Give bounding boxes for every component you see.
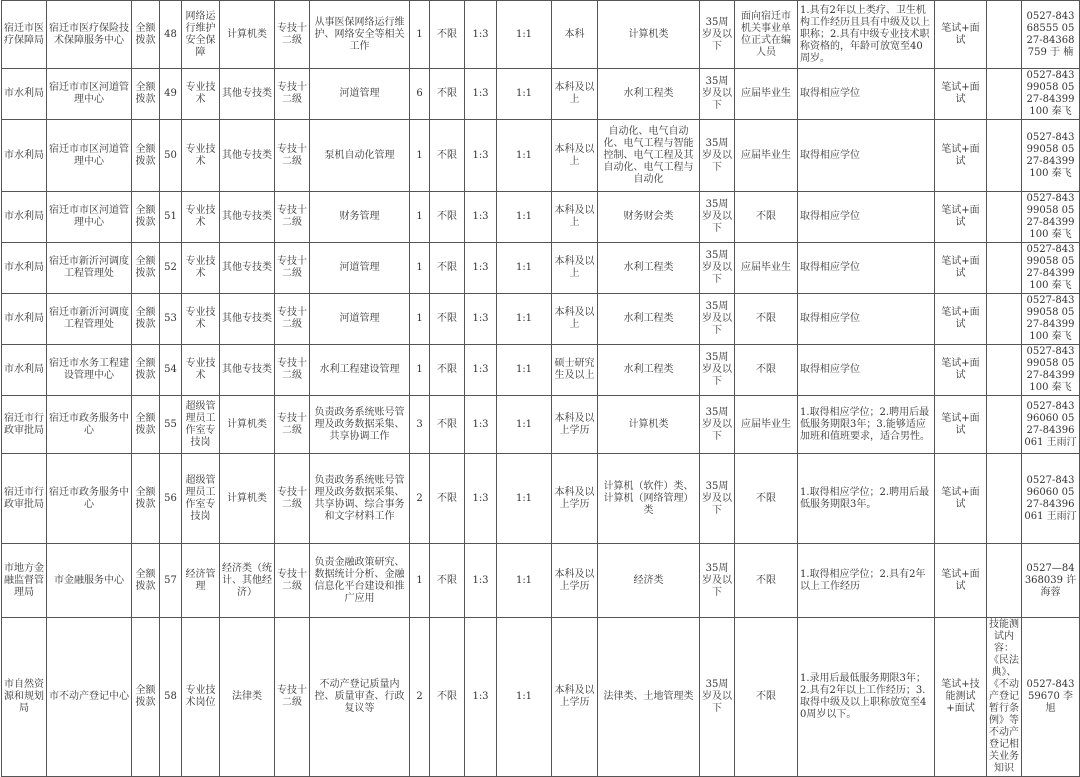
- cell-dept: 市水利局: [2, 294, 47, 345]
- cell-level: 专技十二级: [275, 345, 310, 396]
- cell-dept: 市水利局: [2, 120, 47, 192]
- cell-gender: 不限: [430, 544, 465, 618]
- cell-desc: 负责政务系统账号管理及政务数据采集、共享协调工作: [310, 396, 410, 454]
- cell-fund: 全额拨款: [132, 1, 160, 69]
- cell-fund: 全额拨款: [132, 192, 160, 243]
- cell-desc: 从事医保网络运行维护、网络安全等相关工作: [310, 1, 410, 69]
- cell-target: 面向宿迁市机关事业单位正式在编人员: [735, 1, 798, 69]
- cell-cat: 计算机类: [220, 1, 275, 69]
- cell-code: 58: [160, 618, 182, 777]
- cell-exam: 笔试+面试: [935, 69, 987, 120]
- cell-target: 不限: [735, 192, 798, 243]
- cell-gender: 不限: [430, 396, 465, 454]
- cell-level: 专技十二级: [275, 69, 310, 120]
- cell-unit: 宿迁市市区河道管理中心: [47, 192, 132, 243]
- cell-fund: 全额拨款: [132, 618, 160, 777]
- cell-code: 50: [160, 120, 182, 192]
- cell-ratio2: 1:1: [497, 69, 552, 120]
- cell-exam: 笔试+技能测试+面试: [935, 618, 987, 777]
- cell-gender: 不限: [430, 294, 465, 345]
- cell-unit: 宿迁市新沂河调度工程管理处: [47, 294, 132, 345]
- cell-target: 不限: [735, 345, 798, 396]
- cell-cat: 其他专技类: [220, 243, 275, 294]
- cell-major: 水利工程类: [598, 243, 700, 294]
- table-row: [2, 544, 1080, 618]
- cell-edu: 本科及以上学历: [552, 618, 598, 777]
- cell-contact: 0527-84399058 0527-84399100 秦飞: [1022, 120, 1080, 192]
- cell-post: 经济管理: [182, 544, 220, 618]
- cell-cond: 取得相应学位: [798, 243, 935, 294]
- cell-num: 2: [410, 454, 430, 544]
- cell-gender: 不限: [430, 243, 465, 294]
- cell-dept: 宿迁市医疗保障局: [2, 1, 47, 69]
- cell-fund: 全额拨款: [132, 345, 160, 396]
- cell-code: 55: [160, 396, 182, 454]
- cell-target: 应届毕业生: [735, 69, 798, 120]
- cell-num: 1: [410, 243, 430, 294]
- cell-contact: 0527-84399058 0527-84399100 秦飞: [1022, 69, 1080, 120]
- cell-contact: 0527-84399058 0527-84399100 秦飞: [1022, 243, 1080, 294]
- cell-num: 1: [410, 345, 430, 396]
- cell-fund: 全额拨款: [132, 120, 160, 192]
- cell-cond: 取得相应学位: [798, 345, 935, 396]
- cell-exam: 笔试+面试: [935, 1, 987, 69]
- cell-gender: 不限: [430, 454, 465, 544]
- cell-exam: 笔试+面试: [935, 294, 987, 345]
- cell-gender: 不限: [430, 618, 465, 777]
- table-row: [2, 454, 1080, 544]
- cell-code: 54: [160, 345, 182, 396]
- cell-edu: 本科及以上: [552, 294, 598, 345]
- table-row: [2, 120, 1080, 192]
- cell-contact: 0527-84399058 0527-84399100 秦飞: [1022, 192, 1080, 243]
- cell-post: 专业技术岗位: [182, 618, 220, 777]
- cell-cond: 1.取得相应学位；2.聘用后最低服务期限3年。: [798, 454, 935, 544]
- cell-gender: 不限: [430, 192, 465, 243]
- cell-num: 1: [410, 120, 430, 192]
- cell-code: 57: [160, 544, 182, 618]
- cell-contact: 0527-84399058 0527-84399100 秦飞: [1022, 345, 1080, 396]
- cell-num: 1: [410, 544, 430, 618]
- table-row: [2, 1, 1080, 69]
- cell-desc: 负责政务系统账号管理及政务数据采集、共享协调、综合事务和文字材料工作: [310, 454, 410, 544]
- cell-level: 专技十二级: [275, 120, 310, 192]
- cell-age: 35周岁及以下: [700, 192, 735, 243]
- cell-dept: 市水利局: [2, 243, 47, 294]
- cell-level: 专技十二级: [275, 454, 310, 544]
- cell-exam: 笔试+面试: [935, 396, 987, 454]
- cell-ratio1: 1:3: [465, 1, 497, 69]
- cell-major: 水利工程类: [598, 345, 700, 396]
- cell-num: 1: [410, 192, 430, 243]
- cell-level: 专技十二级: [275, 1, 310, 69]
- cell-level: 专技十二级: [275, 544, 310, 618]
- cell-fund: 全额拨款: [132, 294, 160, 345]
- cell-exam: 笔试+面试: [935, 192, 987, 243]
- cell-contact: 0527—84368039 许海蓉: [1022, 544, 1080, 618]
- cell-ratio2: 1:1: [497, 345, 552, 396]
- cell-num: 1: [410, 1, 430, 69]
- cell-note: [987, 69, 1022, 120]
- cell-level: 专技十二级: [275, 192, 310, 243]
- cell-age: 35周岁及以下: [700, 618, 735, 777]
- cell-target: 应届毕业生: [735, 396, 798, 454]
- cell-ratio2: 1:1: [497, 544, 552, 618]
- cell-post: 专业技术: [182, 120, 220, 192]
- cell-desc: 财务管理: [310, 192, 410, 243]
- cell-edu: 本科及以上学历: [552, 544, 598, 618]
- cell-cat: 计算机类: [220, 396, 275, 454]
- cell-post: 网络运行维护安全保障: [182, 1, 220, 69]
- cell-ratio1: 1:3: [465, 69, 497, 120]
- cell-unit: 宿迁市市区河道管理中心: [47, 69, 132, 120]
- cell-post: 超级管理员工作室专技岗: [182, 396, 220, 454]
- cell-edu: 本科及以上: [552, 69, 598, 120]
- cell-post: 专业技术: [182, 69, 220, 120]
- cell-level: 专技十二级: [275, 243, 310, 294]
- cell-fund: 全额拨款: [132, 69, 160, 120]
- cell-target: 不限: [735, 294, 798, 345]
- cell-post: 超级管理员工作室专技岗: [182, 454, 220, 544]
- cell-ratio2: 1:1: [497, 192, 552, 243]
- cell-fund: 全额拨款: [132, 544, 160, 618]
- table-row: [2, 618, 1080, 777]
- cell-age: 35周岁及以下: [700, 294, 735, 345]
- cell-unit: 宿迁市医疗保险技术保障服务中心: [47, 1, 132, 69]
- cell-edu: 本科及以上: [552, 120, 598, 192]
- cell-exam: 笔试+面试: [935, 120, 987, 192]
- cell-edu: 硕士研究生及以上: [552, 345, 598, 396]
- cell-unit: 宿迁市水务工程建设管理中心: [47, 345, 132, 396]
- cell-age: 35周岁及以下: [700, 243, 735, 294]
- cell-ratio1: 1:3: [465, 618, 497, 777]
- cell-dept: 宿迁市行政审批局: [2, 454, 47, 544]
- cell-cond: 1.取得相应学位；2.聘用后最低服务期限3年；3.能够适应加班和值班要求，适合男性。: [798, 396, 935, 454]
- cell-note: [987, 243, 1022, 294]
- cell-dept: 市水利局: [2, 69, 47, 120]
- cell-ratio2: 1:1: [497, 1, 552, 69]
- cell-contact: 0527-84399058 0527-84399100 秦飞: [1022, 294, 1080, 345]
- cell-note: [987, 192, 1022, 243]
- cell-gender: 不限: [430, 1, 465, 69]
- cell-desc: 河道管理: [310, 294, 410, 345]
- cell-cond: 取得相应学位: [798, 294, 935, 345]
- cell-ratio1: 1:3: [465, 396, 497, 454]
- cell-cond: 取得相应学位: [798, 192, 935, 243]
- cell-exam: 笔试+面试: [935, 454, 987, 544]
- cell-code: 51: [160, 192, 182, 243]
- cell-note: [987, 1, 1022, 69]
- cell-ratio2: 1:1: [497, 618, 552, 777]
- cell-cat: 其他专技类: [220, 69, 275, 120]
- cell-contact: 0527-84396060 0527-84396061 王雨汀: [1022, 396, 1080, 454]
- cell-desc: 泵机自动化管理: [310, 120, 410, 192]
- cell-post: 专业技术: [182, 243, 220, 294]
- cell-fund: 全额拨款: [132, 454, 160, 544]
- cell-target: 不限: [735, 544, 798, 618]
- cell-level: 专技十二级: [275, 294, 310, 345]
- table-row: [2, 192, 1080, 243]
- cell-code: 56: [160, 454, 182, 544]
- table-body: [2, 1, 1080, 777]
- cell-ratio1: 1:3: [465, 345, 497, 396]
- job-table: [1, 0, 1080, 777]
- cell-contact: 0527-84368555 0527-84368759 于 楠: [1022, 1, 1080, 69]
- cell-unit: 市金融服务中心: [47, 544, 132, 618]
- cell-desc: 水利工程建设管理: [310, 345, 410, 396]
- cell-post: 专业技术: [182, 345, 220, 396]
- cell-code: 53: [160, 294, 182, 345]
- cell-level: 专技十二级: [275, 618, 310, 777]
- cell-exam: 笔试+面试: [935, 345, 987, 396]
- cell-ratio1: 1:3: [465, 120, 497, 192]
- cell-gender: 不限: [430, 120, 465, 192]
- cell-desc: 不动产登记质量内控、质量审查、行政复议等: [310, 618, 410, 777]
- cell-major: 经济类: [598, 544, 700, 618]
- cell-code: 52: [160, 243, 182, 294]
- cell-edu: 本科: [552, 1, 598, 69]
- cell-age: 35周岁及以下: [700, 396, 735, 454]
- cell-ratio2: 1:1: [497, 396, 552, 454]
- cell-major: 水利工程类: [598, 294, 700, 345]
- cell-major: 水利工程类: [598, 69, 700, 120]
- table-row: [2, 294, 1080, 345]
- cell-cond: 取得相应学位: [798, 120, 935, 192]
- cell-age: 35周岁及以下: [700, 345, 735, 396]
- cell-cond: 1.录用后最低服务期限3年；2.具有2年以上工作经历；3.取得中级及以上职称放宽至40周岁以下。: [798, 618, 935, 777]
- cell-cat: 其他专技类: [220, 120, 275, 192]
- cell-ratio2: 1:1: [497, 120, 552, 192]
- cell-cat: 其他专技类: [220, 294, 275, 345]
- cell-major: 自动化、电气自动化、电气工程与智能控制、电气工程及其自动化、电气工程与自动化: [598, 120, 700, 192]
- cell-num: 3: [410, 396, 430, 454]
- cell-ratio2: 1:1: [497, 243, 552, 294]
- cell-gender: 不限: [430, 69, 465, 120]
- cell-level: 专技十二级: [275, 396, 310, 454]
- cell-ratio1: 1:3: [465, 294, 497, 345]
- cell-note: [987, 454, 1022, 544]
- cell-desc: 负责金融政策研究、数据统计分析、金融信息化平台建设和推广应用: [310, 544, 410, 618]
- cell-target: 不限: [735, 618, 798, 777]
- cell-ratio2: 1:1: [497, 454, 552, 544]
- cell-edu: 本科及以上学历: [552, 454, 598, 544]
- cell-dept: 市自然资源和规划局: [2, 618, 47, 777]
- cell-edu: 本科及以上学历: [552, 396, 598, 454]
- cell-note: [987, 294, 1022, 345]
- cell-post: 专业技术: [182, 294, 220, 345]
- cell-num: 2: [410, 618, 430, 777]
- cell-edu: 本科及以上: [552, 243, 598, 294]
- cell-age: 35周岁及以下: [700, 69, 735, 120]
- cell-dept: 市水利局: [2, 192, 47, 243]
- cell-ratio1: 1:3: [465, 544, 497, 618]
- cell-cond: 1.具有2年以上类疗、卫生机构工作经历且具有中级及以上职称；2.具有中级专业技术职称资格的，年龄可放宽至40周岁。: [798, 1, 935, 69]
- cell-note: [987, 396, 1022, 454]
- cell-unit: 宿迁市新沂河调度工程管理处: [47, 243, 132, 294]
- cell-age: 35周岁及以下: [700, 544, 735, 618]
- cell-age: 35周岁及以下: [700, 120, 735, 192]
- cell-cat: 经济类（统计、其他经济）: [220, 544, 275, 618]
- cell-major: 计算机（软件）类、计算机（网络管理）类: [598, 454, 700, 544]
- cell-code: 48: [160, 1, 182, 69]
- cell-major: 计算机类: [598, 396, 700, 454]
- cell-gender: 不限: [430, 345, 465, 396]
- table-row: [2, 345, 1080, 396]
- cell-num: 6: [410, 69, 430, 120]
- table-row: [2, 396, 1080, 454]
- cell-edu: 本科及以上: [552, 192, 598, 243]
- cell-contact: 0527-84359670 李旭: [1022, 618, 1080, 777]
- cell-desc: 河道管理: [310, 69, 410, 120]
- cell-cat: 其他专技类: [220, 192, 275, 243]
- cell-ratio1: 1:3: [465, 454, 497, 544]
- cell-cond: 取得相应学位: [798, 69, 935, 120]
- cell-ratio1: 1:3: [465, 192, 497, 243]
- cell-exam: 笔试+面试: [935, 544, 987, 618]
- cell-unit: 宿迁市政务服务中心: [47, 454, 132, 544]
- cell-contact: 0527-84396060 0527-84396061 王雨汀: [1022, 454, 1080, 544]
- cell-target: 应届毕业生: [735, 243, 798, 294]
- cell-age: 35周岁及以下: [700, 454, 735, 544]
- table-row: [2, 243, 1080, 294]
- cell-cat: 法律类: [220, 618, 275, 777]
- cell-post: 专业技术: [182, 192, 220, 243]
- cell-fund: 全额拨款: [132, 243, 160, 294]
- cell-code: 49: [160, 69, 182, 120]
- cell-dept: 宿迁市行政审批局: [2, 396, 47, 454]
- cell-unit: 市不动产登记中心: [47, 618, 132, 777]
- cell-note: [987, 544, 1022, 618]
- cell-dept: 市水利局: [2, 345, 47, 396]
- cell-fund: 全额拨款: [132, 396, 160, 454]
- cell-num: 1: [410, 294, 430, 345]
- cell-major: 计算机类: [598, 1, 700, 69]
- cell-dept: 市地方金融监督管理局: [2, 544, 47, 618]
- cell-cat: 其他专技类: [220, 345, 275, 396]
- cell-major: 法律类、土地管理类: [598, 618, 700, 777]
- cell-cat: 计算机类: [220, 454, 275, 544]
- cell-age: 35周岁及以下: [700, 1, 735, 69]
- cell-target: 不限: [735, 454, 798, 544]
- cell-note: 技能测试内容：《民法典》、《不动产登记暂行条例》等不动产登记相关业务知识: [987, 618, 1022, 777]
- cell-ratio1: 1:3: [465, 243, 497, 294]
- cell-desc: 河道管理: [310, 243, 410, 294]
- cell-cond: 1.取得相应学位；2.具有2年以上工作经历: [798, 544, 935, 618]
- cell-major: 财务财会类: [598, 192, 700, 243]
- cell-note: [987, 345, 1022, 396]
- cell-unit: 宿迁市政务服务中心: [47, 396, 132, 454]
- cell-note: [987, 120, 1022, 192]
- cell-unit: 宿迁市市区河道管理中心: [47, 120, 132, 192]
- cell-exam: 笔试+面试: [935, 243, 987, 294]
- table-row: [2, 69, 1080, 120]
- cell-ratio2: 1:1: [497, 294, 552, 345]
- cell-target: 应届毕业生: [735, 120, 798, 192]
